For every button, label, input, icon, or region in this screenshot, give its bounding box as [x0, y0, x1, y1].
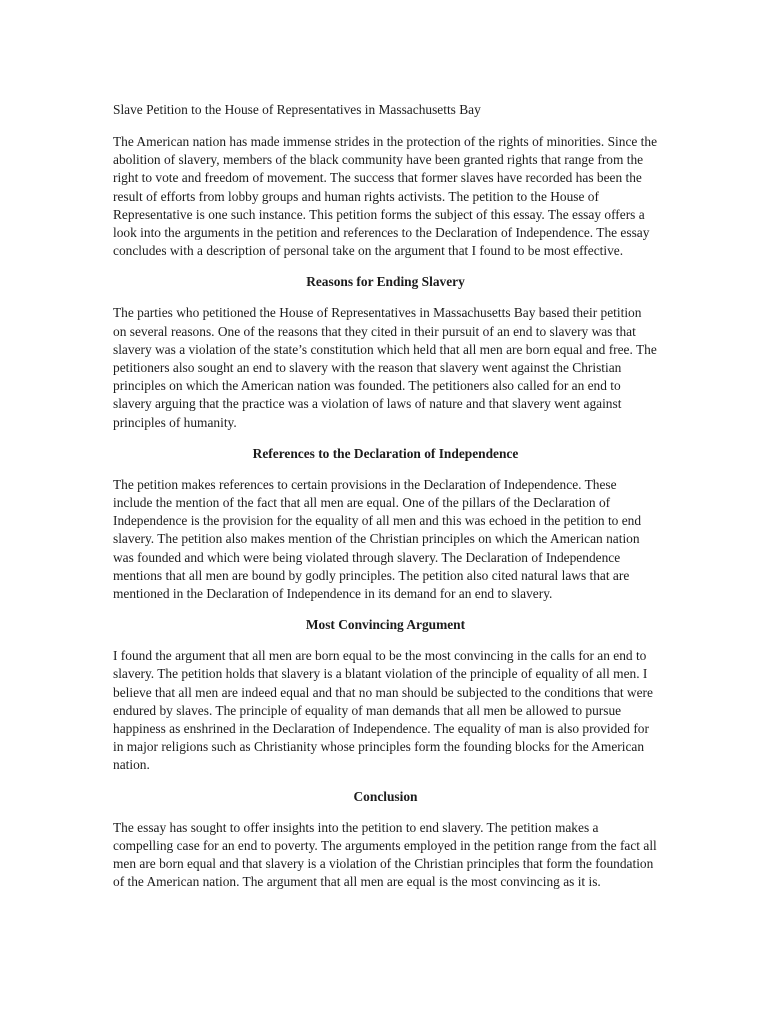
- section-heading-argument: Most Convincing Argument: [305, 617, 466, 633]
- document-page: [113, 101, 658, 905]
- section-body-reasons: The parties who petitioned the House of Representatives in Massachusetts Bay based their petition on several reasons. One of the reasons that they cited in their pursuit of an end to slavery was that slavery was a violation of the state’s constitution which held that all men are born equal and free. The petitioners also sought an end to slavery with the reason that slavery went against the Christian principles on which the American nation was founded. The petitioners also called for an end to slavery arguing that the practice was a violation of laws of nature and that slavery went against principles of humanity.: [113, 305, 657, 430]
- section-heading-reasons: Reasons for Ending Slavery: [306, 274, 465, 290]
- document-title: Slave Petition to the House of Representatives in Massachusetts Bay: [113, 102, 481, 117]
- section-body-conclusion: The essay has sought to offer insights into the petition to end slavery. The petition makes a compelling case for an end to poverty. The arguments employed in the petition range from the fact all men are born equal and that slavery is a violation of the Christian principles that form the foundation of the American nation. The argument that all men are equal is the most convincing as it is.: [113, 819, 657, 890]
- intro-paragraph: The American nation has made immense strides in the protection of the rights of minorities. Since the abolition of slavery, members of the black community have been granted rights that range from the right to vote and freedom of movement. The success that former slaves have recorded has been the result of efforts from lobby groups and human rights activists. The petition to the House of Representative is one such instance. This petition forms the subject of this essay. The essay offers a look into the arguments in the petition and references to the Declaration of Independence. The essay concludes with a description of personal take on the argument that I found to be most effective.: [113, 134, 658, 259]
- section-heading-conclusion: Conclusion: [353, 788, 418, 804]
- section-heading-references: References to the Declaration of Independence: [252, 445, 519, 461]
- section-body-references: The petition makes references to certain provisions in the Declaration of Independence. These include the mention of the fact that all men are equal. One of the pillars of the Declaration of Independence is the provision for the equality of all men and this was echoed in the petition to end slavery. The petition also makes mention of the Christian principles on which the American nation was founded and which were being violated through slavery. The Declaration of Independence mentions that all men are bound by godly principles. The petition also cited natural laws that are mentioned in the Declaration of Independence in its demand for an end to slavery.: [113, 476, 642, 602]
- section-body-argument: I found the argument that all men are born equal to be the most convincing in the calls for an end to slavery. The petition holds that slavery is a blatant violation of the principle of equality of all men. I believe that all men are indeed equal and that no man should be subjected to the conditions that were endured by slaves. The principle of equality of man demands that all men be allowed to pursue happiness as enshrined in the Declaration of Independence. The equality of man is also provided for in major religions such as Christianity whose principles form the founding blocks for the American nation.: [113, 648, 653, 773]
